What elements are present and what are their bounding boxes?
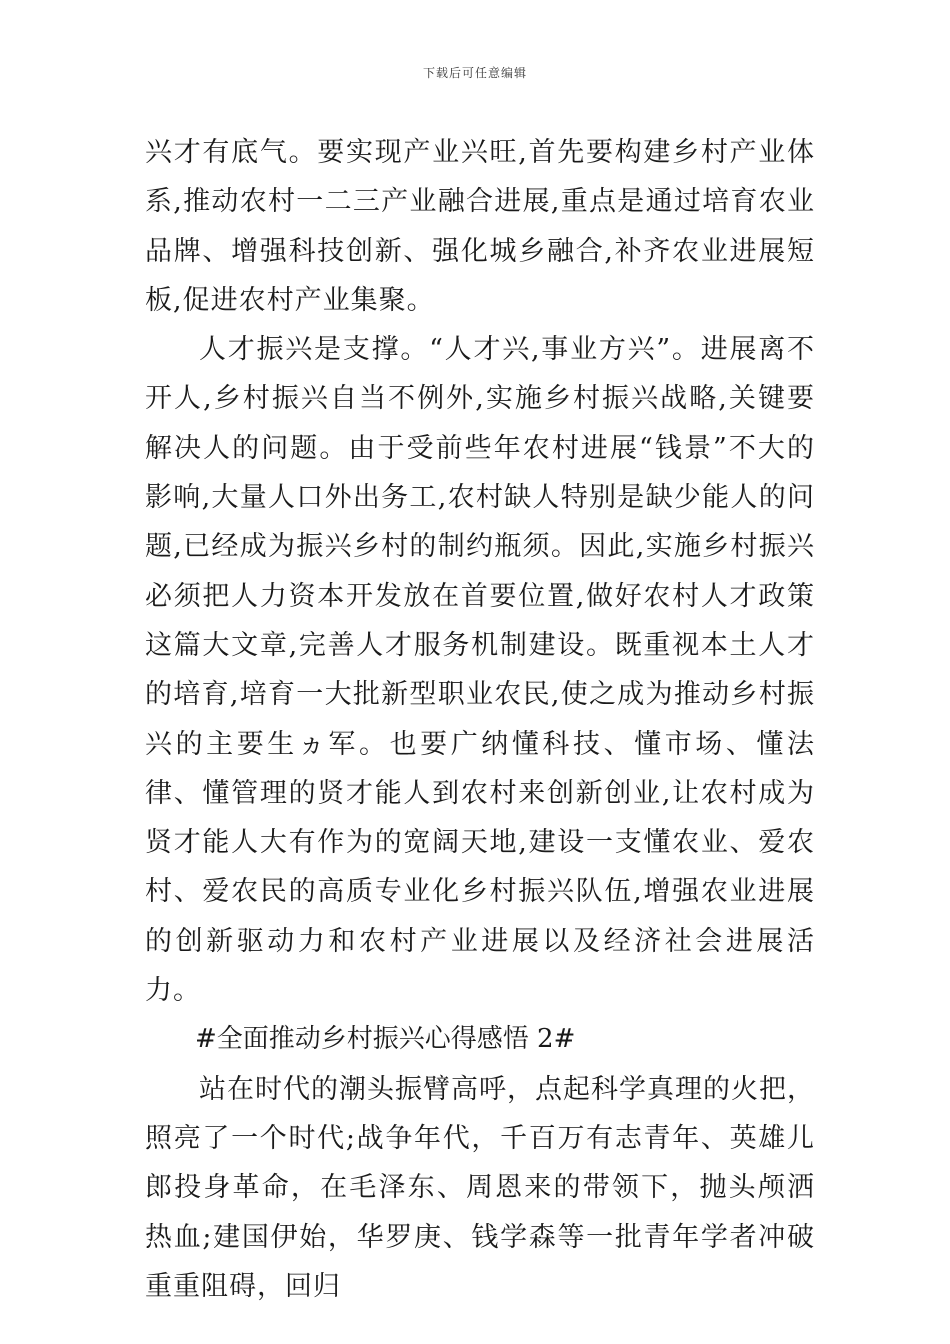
paragraph-youth-history: 站在时代的潮头振臂高呼，点起科学真理的火把，照亮了一个时代;战争年代，千百万有志青年、英雄儿郎投身革命，在毛泽东、周恩来的带领下，抛头颅洒热血;建国伊始，华罗庚、钱学森等一批青年学者冲破重重阻碍，回归 — [145, 1073, 815, 1302]
section-heading: #全面推动乡村振兴心得感悟 2# — [195, 1024, 576, 1055]
paragraph-industry-revival: 兴才有底气。要实现产业兴旺,首先要构建乡村产业体系,推动农村一二三产业融合进展,重点是通过培育农业品牌、增强科技创新、强化城乡融合,补齐农业进展短板,促进农村产业集聚。 — [145, 137, 815, 316]
document-body — [145, 128, 815, 1311]
page-header-note: 下载后可任意编辑 — [422, 66, 527, 80]
paragraph-talent-revival: 人才振兴是支撑。“人才兴,事业方兴”。进展离不开人,乡村振兴自当不例外,实施乡村振兴战略,关键要解决人的问题。由于受前些年农村进展“钱景”不大的影响,大量人口外出务工,农村缺人特别是缺少能人的问题,已经成为振兴乡村的制约瓶须。因此,实施乡村振兴必须把人力资本开发放在首要位置,做好农村人才政策这篇大文章,完善人才服务机制建设。既重视本土人才的培育,培育一大批新型职业农民,使之成为推动乡村振兴的主要生ヵ军。也要广纳懂科技、懂市场、懂法律、懂管理的贤才能人到农村来创新创业,让农村成为贤才能人大有作为的宽阔天地,建设一支懂农业、爱农村、爱农民的高质专业化乡村振兴队伍,增强农业进展的创新驱动力和农村产业进展以及经济社会进展活力。 — [145, 334, 815, 1007]
